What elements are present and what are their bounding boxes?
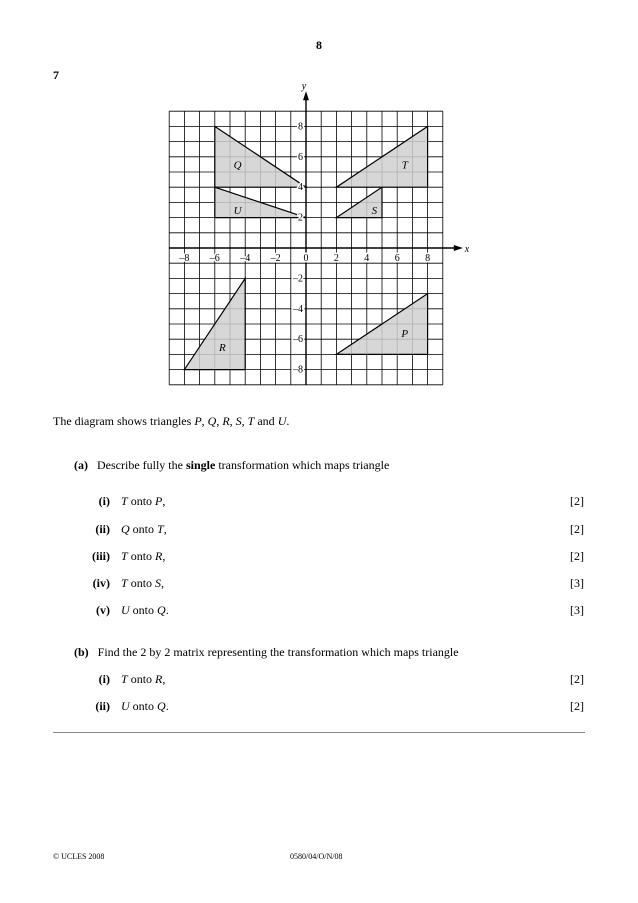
x-tick-label: –2: [270, 253, 281, 264]
y-tick-label: –8: [293, 364, 303, 376]
y-axis-label: y: [301, 81, 307, 93]
footer-code: 0580/04/O/N/08: [290, 852, 343, 861]
y-tick-label: 6: [298, 151, 303, 163]
triangle-label-R: R: [219, 341, 226, 354]
triangle-label-Q: Q: [233, 159, 242, 172]
marks: [2]: [570, 522, 584, 536]
part-b-stem: (b) Find the 2 by 2 matrix representing the transformation which maps triangle: [74, 645, 459, 659]
x-axis-label: x: [464, 244, 470, 255]
marks: [2]: [570, 672, 584, 686]
triangle-label-T: T: [401, 159, 408, 172]
part-a-item-iii: (iii) T onto R, [2]: [92, 549, 584, 563]
x-axis-arrow-icon: [454, 245, 463, 251]
part-a-item-i: (i) T onto P, [2]: [98, 494, 584, 508]
y-tick-label: –2: [293, 273, 303, 285]
question-number: 7: [53, 68, 59, 82]
marks: [3]: [570, 603, 584, 617]
triangle-label-S: S: [371, 205, 378, 217]
marks: [2]: [570, 699, 584, 713]
intro-sentence: The diagram shows triangles P, Q, R, S, T and U.: [53, 414, 290, 428]
part-a-item-v: (v) U onto Q. [3]: [96, 603, 584, 617]
part-b-item-ii: (ii) U onto Q. [2]: [95, 699, 584, 713]
part-a-item-ii: (ii) Q onto T, [2]: [95, 522, 584, 536]
marks: [3]: [570, 576, 584, 590]
part-b-item-i: (i) T onto R, [2]: [98, 672, 584, 686]
marks: [2]: [570, 494, 584, 508]
x-tick-label: 8: [425, 253, 431, 264]
y-axis-arrow-icon: [303, 91, 309, 100]
triangle-label-P: P: [401, 328, 409, 341]
x-tick-label: 2: [333, 253, 339, 264]
x-tick-label: –6: [209, 253, 220, 264]
y-tick-label: 2: [298, 212, 303, 224]
y-tick-label: –4: [293, 303, 303, 315]
x-tick-label: –4: [240, 253, 251, 264]
y-tick-label: 4: [298, 182, 303, 194]
page-number: 8: [316, 38, 322, 52]
x-tick-label: 6: [394, 253, 400, 264]
divider-rule: [53, 732, 585, 733]
part-b-label: (b): [74, 645, 89, 659]
part-a-label: (a): [74, 458, 88, 472]
triangle-label-U: U: [233, 205, 242, 217]
part-a-item-iv: (iv) T onto S, [3]: [92, 576, 584, 590]
marks: [2]: [570, 549, 584, 563]
x-tick-label: 0: [303, 253, 309, 264]
y-tick-label: 8: [298, 121, 303, 133]
x-tick-label: 4: [364, 253, 370, 264]
x-tick-label: –8: [179, 253, 190, 264]
footer-copyright: © UCLES 2008: [53, 852, 105, 861]
coordinate-grid: [150, 80, 470, 390]
part-a-stem: (a) Describe fully the single transformation which maps triangle: [74, 458, 390, 472]
y-tick-label: –6: [293, 334, 303, 346]
